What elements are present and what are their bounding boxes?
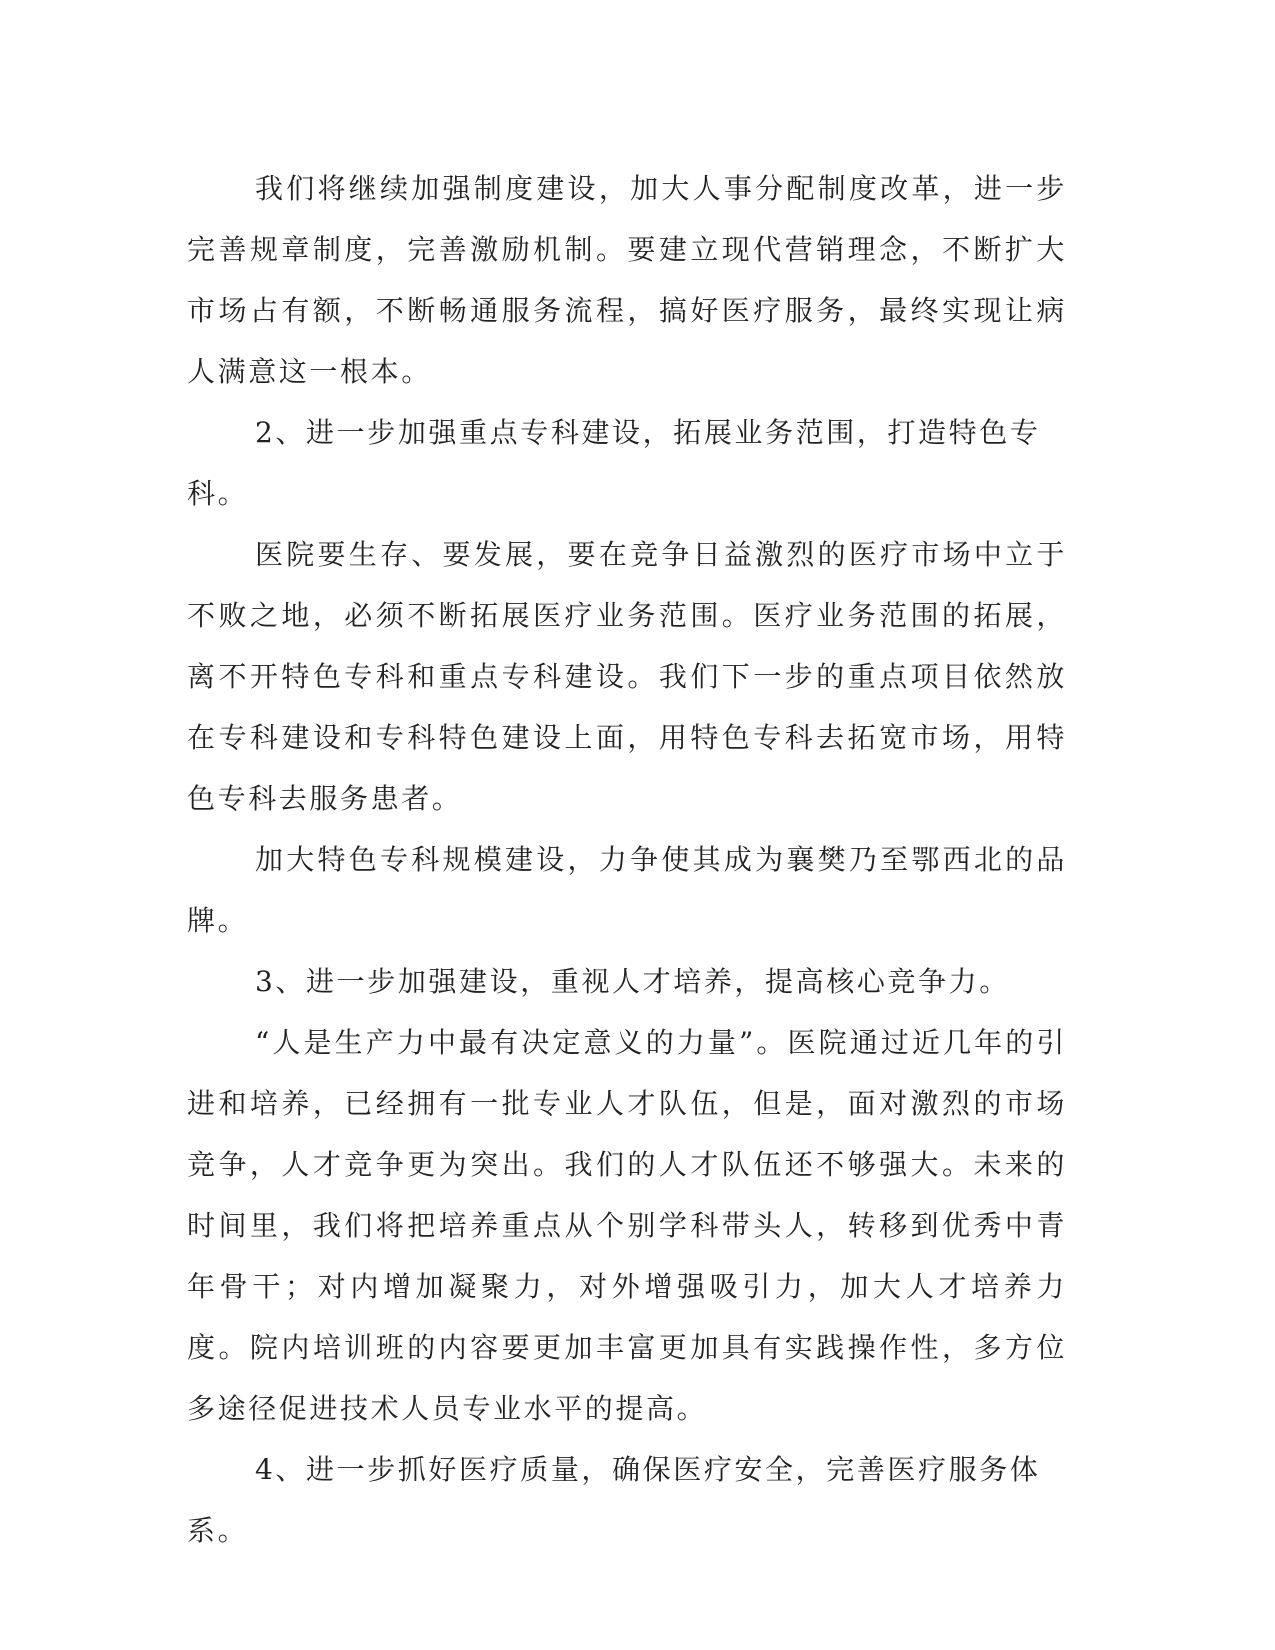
paragraph-talent-team: “人是生产力中最有决定意义的力量”。医院通过近几年的引进和培养，已经拥有一批专业人才队伍，但是，面对激烈的市场竞争，人才竞争更为突出。我们的人才队伍还不够强大。未来的时间里，我们将把培养重点从个别学科带头人，转移到优秀中青年骨干；对内增加凝聚力，对外增强吸引力，加大人才培养力度。院内培训班的内容要更加丰富更加具有实践操作性，多方位多途径促进技术人员专业水平的提高。 [187, 1026, 1067, 1425]
heading-specialty-building: 2、进一步加强重点专科建设，拓展业务范围，打造特色专科。 [187, 416, 1041, 510]
paragraph-specialty-development: 医院要生存、要发展，要在竞争日益激烈的医疗市场中立于不败之地，必须不断拓展医疗业务范围。医疗业务范围的拓展，离不开特色专科和重点专科建设。我们下一步的重点项目依然放在专科建设和专科特色建设上面，用特色专科去拓宽市场，用特色专科去服务患者。 [187, 538, 1067, 815]
heading-talent-training: 3、进一步加强建设，重视人才培养，提高核心竞争力。 [255, 965, 1010, 998]
document-body [187, 158, 1067, 1561]
heading-medical-quality: 4、进一步抓好医疗质量，确保医疗安全，完善医疗服务体系。 [187, 1453, 1041, 1547]
paragraph-specialty-brand: 加大特色专科规模建设，力争使其成为襄樊乃至鄂西北的品牌。 [187, 843, 1067, 937]
paragraph-system-building: 我们将继续加强制度建设，加大人事分配制度改革，进一步完善规章制度，完善激励机制。要建立现代营销理念，不断扩大市场占有额，不断畅通服务流程，搞好医疗服务，最终实现让病人满意这一根本。 [187, 172, 1067, 388]
